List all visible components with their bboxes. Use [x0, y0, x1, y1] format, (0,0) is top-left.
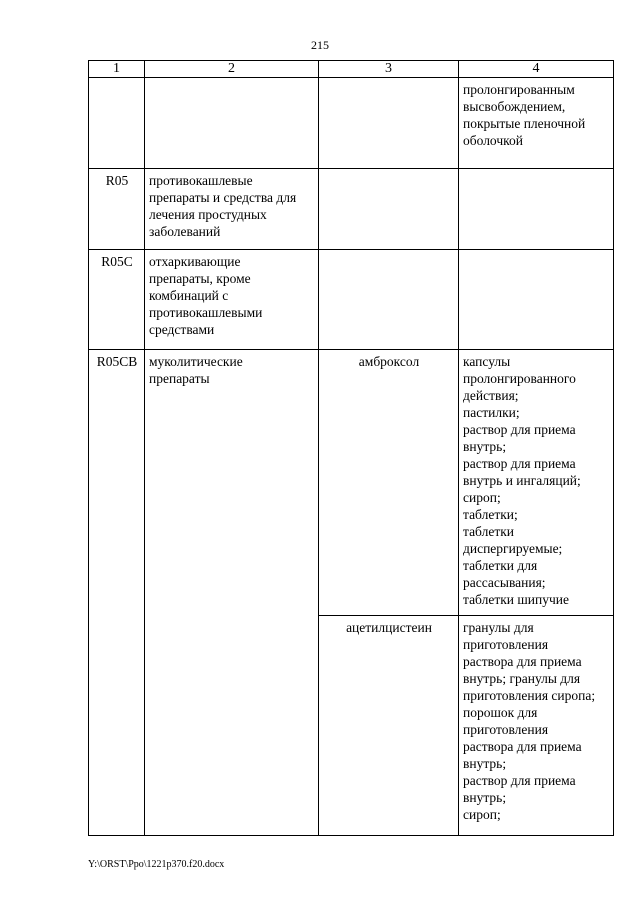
dosage-form-line: рассасывания; [463, 575, 546, 590]
dosage-form-line: раствор для приема [463, 456, 576, 471]
column-header: 3 [319, 61, 459, 78]
dosage-forms-cell [459, 169, 614, 250]
atc-code-cell: R05CB [89, 350, 145, 836]
footer-file-path: Y:\ORST\Ppo\1221p370.f20.docx [88, 859, 225, 870]
group-cell [145, 78, 319, 169]
atc-code-cell [89, 78, 145, 169]
table-row [89, 250, 614, 350]
dosage-forms-cell [459, 616, 614, 836]
substance-cell: ацетилцистеин [319, 616, 459, 836]
dosage-form-line: таблетки шипучие [463, 592, 569, 607]
dosage-form-line: таблетки [463, 524, 515, 539]
dosage-form-line: таблетки; [463, 507, 518, 522]
dosage-form-line: внутрь; [463, 756, 507, 771]
group-line: заболеваний [149, 224, 221, 239]
dosage-form-line: приготовления [463, 637, 549, 652]
group-line: противокашлевыми [149, 305, 263, 320]
dosage-form-line: раствор для приема [463, 422, 576, 437]
dosage-forms-cell [459, 78, 614, 169]
substance-cell [319, 78, 459, 169]
dosage-forms-cell [459, 250, 614, 350]
group-line: препараты и средства для [149, 190, 297, 205]
dosage-forms-cell [459, 350, 614, 616]
dosage-form-line: приготовления [463, 722, 549, 737]
dosage-form-line: пастилки; [463, 405, 520, 420]
dosage-form-line: пролонгированным [463, 82, 575, 97]
table-row [89, 169, 614, 250]
column-header: 2 [145, 61, 319, 78]
atc-code-cell: R05 [89, 169, 145, 250]
dosage-form-line: оболочкой [463, 133, 523, 148]
atc-code-cell: R05C [89, 250, 145, 350]
group-line: препараты, кроме [149, 271, 251, 286]
dosage-form-line: внутрь; [463, 439, 507, 454]
table-header-row [89, 61, 614, 78]
dosage-form-line: раствора для приема [463, 654, 582, 669]
dosage-form-line: порошок для [463, 705, 538, 720]
substance-cell: амброксол [319, 350, 459, 616]
dosage-form-line: высвобождением, [463, 99, 566, 114]
group-line: противокашлевые [149, 173, 253, 188]
dosage-form-line: внутрь и ингаляций; [463, 473, 581, 488]
dosage-form-line: диспергируемые; [463, 541, 563, 556]
substance-cell [319, 169, 459, 250]
dosage-form-line: раствор для приема [463, 773, 576, 788]
group-line: препараты [149, 371, 210, 386]
dosage-form-line: действия; [463, 388, 519, 403]
table-row [89, 78, 614, 169]
group-cell [145, 350, 319, 836]
dosage-form-line: пролонгированного [463, 371, 576, 386]
group-line: муколитические [149, 354, 243, 369]
dosage-form-line: раствора для приема [463, 739, 582, 754]
dosage-form-line: покрытые пленочной [463, 116, 586, 131]
dosage-form-line: сироп; [463, 490, 501, 505]
dosage-form-line: таблетки для [463, 558, 538, 573]
drug-table [88, 60, 614, 836]
dosage-form-line: гранулы для [463, 620, 534, 635]
dosage-form-line: капсулы [463, 354, 511, 369]
dosage-form-line: сироп; [463, 807, 501, 822]
substance-cell [319, 250, 459, 350]
column-header: 4 [459, 61, 614, 78]
page-number: 215 [311, 38, 329, 52]
group-cell [145, 169, 319, 250]
group-cell [145, 250, 319, 350]
group-line: средствами [149, 322, 215, 337]
dosage-form-line: приготовления сиропа; [463, 688, 596, 703]
group-line: отхаркивающие [149, 254, 241, 269]
dosage-form-line: внутрь; гранулы для [463, 671, 581, 686]
table-row [89, 350, 614, 616]
dosage-form-line: внутрь; [463, 790, 507, 805]
group-line: лечения простудных [149, 207, 267, 222]
column-header: 1 [89, 61, 145, 78]
group-line: комбинаций с [149, 288, 229, 303]
